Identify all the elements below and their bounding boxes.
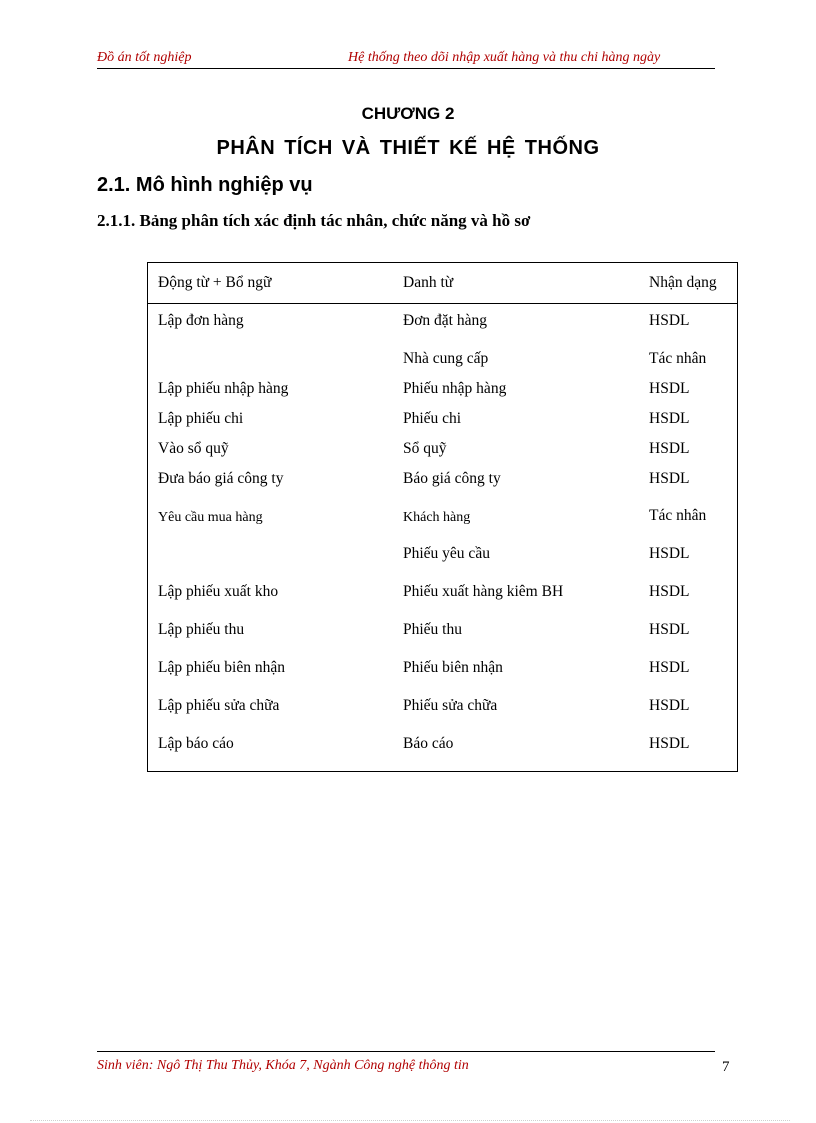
table-cell-type: HSDL xyxy=(649,621,690,638)
analysis-table xyxy=(147,262,738,772)
table-cell-noun: Phiếu yêu cầu xyxy=(403,545,490,562)
table-cell-noun: Báo giá công ty xyxy=(403,470,501,487)
header-divider xyxy=(97,68,715,69)
table-cell-type: HSDL xyxy=(649,380,690,397)
table-header-divider xyxy=(148,303,737,304)
column-header-noun: Danh từ xyxy=(403,274,454,291)
table-cell-noun: Phiếu chi xyxy=(403,410,462,427)
table-cell-verb: Đưa báo giá công ty xyxy=(158,470,284,487)
table-cell-type: HSDL xyxy=(649,545,690,562)
table-cell-verb: Lập phiếu thu xyxy=(158,621,245,638)
table-cell-type: HSDL xyxy=(649,440,690,457)
table-cell-noun: Sổ quỹ xyxy=(403,440,447,457)
table-cell-noun: Phiếu nhập hàng xyxy=(403,380,507,397)
table-cell-type: HSDL xyxy=(649,470,690,487)
table-cell-noun: Phiếu biên nhận xyxy=(403,659,503,676)
table-cell-type: HSDL xyxy=(649,583,690,600)
table-cell-noun: Nhà cung cấp xyxy=(403,350,489,367)
table-cell-verb: Lập phiếu biên nhận xyxy=(158,659,285,676)
chapter-label: CHƯƠNG 2 xyxy=(361,104,455,123)
header-document-type: Đồ án tốt nghiệp xyxy=(97,50,192,65)
table-cell-type: HSDL xyxy=(649,697,690,714)
table-cell-verb: Vào sổ quỹ xyxy=(158,440,229,457)
table-cell-type: HSDL xyxy=(649,312,690,329)
table-cell-noun: Phiếu sửa chữa xyxy=(403,697,498,714)
table-cell-type: Tác nhân xyxy=(649,507,707,524)
table-cell-verb: Lập phiếu sửa chữa xyxy=(158,697,280,714)
table-cell-verb: Lập phiếu nhập hàng xyxy=(158,380,289,397)
subsection-heading: 2.1.1. Bảng phân tích xác định tác nhân, chức năng và hồ sơ xyxy=(97,211,531,230)
page-edge xyxy=(30,1120,790,1121)
table-cell-noun: Đơn đặt hàng xyxy=(403,312,487,329)
column-header-identification: Nhận dạng xyxy=(649,274,717,291)
table-cell-type: Tác nhân xyxy=(649,350,707,367)
table-cell-type: HSDL xyxy=(649,735,690,752)
table-cell-verb: Lập phiếu chi xyxy=(158,410,244,427)
section-heading: 2.1. Mô hình nghiệp vụ xyxy=(97,174,313,196)
page-number: 7 xyxy=(722,1059,730,1075)
footer-student-info: Sinh viên: Ngô Thị Thu Thủy, Khóa 7, Ngành Công nghệ thông tin xyxy=(97,1058,469,1073)
table-cell-verb: Lập báo cáo xyxy=(158,735,234,752)
table-cell-noun: Báo cáo xyxy=(403,735,454,752)
footer-divider xyxy=(97,1051,715,1052)
table-cell-noun: Khách hàng xyxy=(403,510,471,525)
table-cell-type: HSDL xyxy=(649,659,690,676)
header-project-title: Hệ thống theo dõi nhập xuất hàng và thu chi hàng ngày xyxy=(348,50,661,65)
table-cell-noun: Phiếu thu xyxy=(403,621,462,638)
chapter-title: PHÂN TÍCH VÀ THIẾT KẾ HỆ THỐNG xyxy=(216,137,600,159)
table-cell-verb: Lập phiếu xuất kho xyxy=(158,583,279,600)
column-header-verb: Động từ + Bổ ngữ xyxy=(158,274,272,291)
table-cell-verb: Yêu cầu mua hàng xyxy=(158,510,263,525)
table-cell-type: HSDL xyxy=(649,410,690,427)
table-cell-noun: Phiếu xuất hàng kiêm BH xyxy=(403,583,564,600)
table-cell-verb: Lập đơn hàng xyxy=(158,312,244,329)
